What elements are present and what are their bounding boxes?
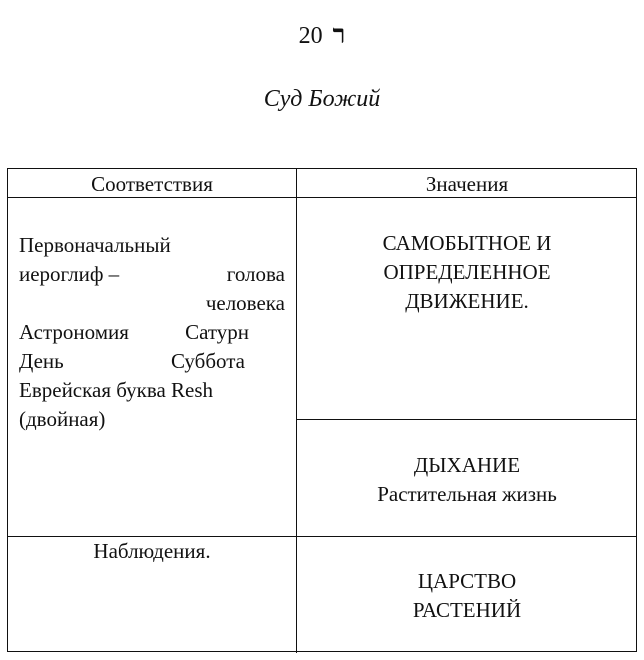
meaning-1-line-2: ОПРЕДЕЛЕННОЕ	[383, 260, 551, 284]
meaning-cell-1	[297, 229, 637, 316]
corr-line-5a: День	[19, 349, 64, 373]
corr-line-4b: Сатурн	[185, 320, 249, 344]
corr-line-5b: Суббота	[170, 349, 245, 373]
meaning-3-line-1: ЦАРСТВО	[417, 569, 517, 593]
corr-line-5	[19, 347, 245, 376]
page-number-value: 20	[298, 23, 323, 49]
correspondence-table	[7, 168, 637, 652]
corr-line-6: Еврейская буква Resh	[19, 378, 214, 402]
corr-line-2a: иероглиф –	[19, 262, 120, 286]
header-divider	[8, 197, 636, 198]
corr-line-4	[19, 318, 249, 347]
corr-line-2b: голова	[226, 262, 285, 286]
corr-line-2	[19, 260, 285, 289]
observations-cell: Наблюдения.	[93, 539, 211, 563]
page-title: Суд Божий	[263, 86, 381, 112]
meaning-2-line-2: Растительная жизнь	[377, 482, 557, 506]
meaning-1-line-3: ДВИЖЕНИЕ.	[405, 289, 529, 313]
page-number	[0, 20, 644, 51]
corr-line-4a: Астрономия	[19, 320, 129, 344]
meaning-cell-2	[297, 451, 637, 509]
meaning-3-line-2: РАСТЕНИЙ	[412, 598, 522, 622]
meaning-1-line-1: САМОБЫТНОЕ И	[382, 231, 552, 255]
meaning-cell-3	[297, 567, 637, 625]
meaning-2-line-1: ДЫХАНИЕ	[413, 453, 521, 477]
header-correspondences: Соответствия	[91, 172, 213, 196]
hebrew-letter: ר	[332, 20, 346, 49]
corr-line-7: (двойная)	[19, 407, 106, 431]
row-divider-right	[297, 419, 637, 420]
corr-line-1: Первоначальный	[19, 233, 171, 257]
correspondences-cell	[19, 231, 285, 434]
header-meanings: Значения	[425, 172, 509, 196]
corr-line-3: человека	[205, 291, 285, 315]
